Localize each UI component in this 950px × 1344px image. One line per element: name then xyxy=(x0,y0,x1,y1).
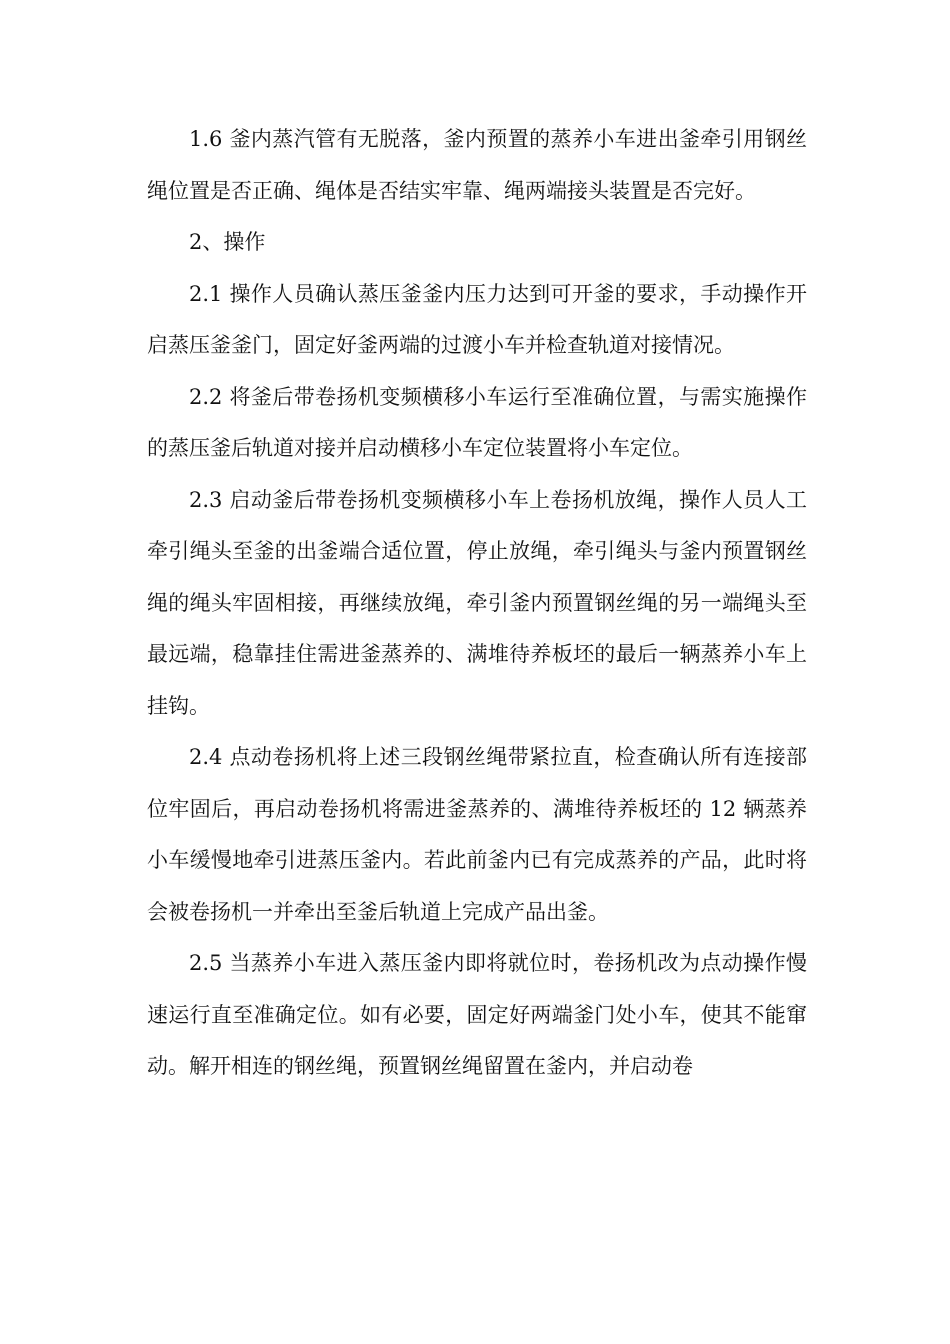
paragraph-2-2: 2.2 将釜后带卷扬机变频横移小车运行至准确位置，与需实施操作的蒸压釜后轨道对接并启动横移小车定位装置将小车定位。 xyxy=(147,384,807,460)
section-heading-operation: 2、操作 xyxy=(189,230,266,254)
document-body xyxy=(147,114,807,1093)
paragraph-2-1: 2.1 操作人员确认蒸压釜釜内压力达到可开釜的要求，手动操作开启蒸压釜釜门，固定好釜两端的过渡小车并检查轨道对接情况。 xyxy=(147,281,807,357)
paragraph-2-3: 2.3 启动釜后带卷扬机变频横移小车上卷扬机放绳，操作人员人工牵引绳头至釜的出釜端合适位置，停止放绳，牵引绳头与釜内预置钢丝绳的绳头牢固相接，再继续放绳，牵引釜内预置钢丝绳的另一端绳头至最远端，稳靠挂住需进釜蒸养的、满堆待养板坯的最后一辆蒸养小车上挂钩。 xyxy=(147,487,807,718)
paragraph-1-6-inspection: 1.6 釜内蒸汽管有无脱落，釜内预置的蒸养小车进出釜牵引用钢丝绳位置是否正确、绳体是否结实牢靠、绳两端接头装置是否完好。 xyxy=(147,127,807,203)
paragraph-2-4: 2.4 点动卷扬机将上述三段钢丝绳带紧拉直，检查确认所有连接部位牢固后，再启动卷扬机将需进釜蒸养的、满堆待养板坯的 12 辆蒸养小车缓慢地牵引进蒸压釜内。若此前釜内已有完成蒸养的产品，此时将会被卷扬机一并牵出至釜后轨道上完成产品出釜。 xyxy=(147,745,807,924)
paragraph-2-5: 2.5 当蒸养小车进入蒸压釜内即将就位时，卷扬机改为点动操作慢速运行直至准确定位。如有必要，固定好两端釜门处小车，使其不能窜动。解开相连的钢丝绳，预置钢丝绳留置在釜内，并启动卷 xyxy=(147,951,807,1078)
